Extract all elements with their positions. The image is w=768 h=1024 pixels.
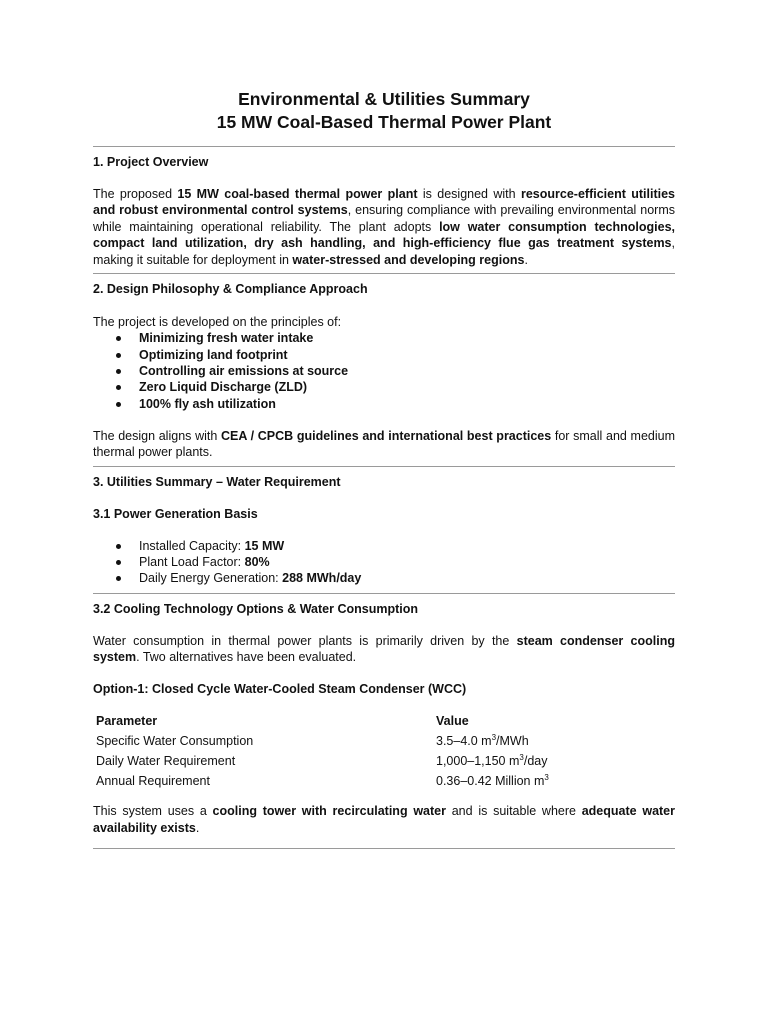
bullet-icon [116, 402, 121, 407]
principles-intro: The project is developed on the principles of: [93, 315, 342, 330]
table-cell-value: 0.36–0.42 Million $m^3$ [436, 773, 549, 789]
title-line-1: Environmental & Utilities Summary [238, 89, 530, 109]
subsection-heading-cooling-technology: 3.2 Cooling Technology Options & Water Consumption [93, 601, 418, 616]
bullet-icon [116, 576, 121, 581]
bullet-icon [116, 560, 121, 565]
design-alignment-paragraph: The design aligns with CEA / CPCB guidelines and international best practices for small and medium thermal power plants. [93, 428, 675, 460]
list-item: Controlling air emissions at source [93, 363, 675, 379]
table-cell-parameter: Annual Requirement [96, 774, 210, 789]
list-item: Daily Energy Generation: 288 MWh/day [93, 570, 675, 586]
document-title [93, 88, 675, 134]
section-heading-project-overview: 1. Project Overview [93, 155, 209, 169]
list-item: Plant Load Factor: 80% [93, 554, 675, 570]
table-row [93, 771, 675, 791]
bullet-icon [116, 544, 121, 549]
column-header-value: Value [436, 714, 469, 729]
list-item: Minimizing fresh water intake [93, 330, 675, 346]
list-item: 100% fly ash utilization [93, 396, 675, 412]
table-cell-value: 1,000–1,150 $m^3$/day [436, 753, 548, 769]
option-1-heading: Option-1: Closed Cycle Water-Cooled Steam Condenser (WCC) [93, 682, 467, 697]
bullet-icon [116, 369, 121, 374]
document-body [93, 88, 675, 849]
table-cell-parameter: Specific Water Consumption [96, 734, 254, 749]
divider [93, 146, 675, 147]
list-item: Optimizing land footprint [93, 347, 675, 363]
table-row [93, 751, 675, 771]
generation-basis-list [93, 538, 675, 587]
table-row [93, 731, 675, 751]
table-header-row [93, 711, 675, 731]
table-cell-value: 3.5–4.0 $m^3$/MWh [436, 733, 529, 749]
cooling-tower-paragraph: This system uses a cooling tower with recirculating water and is suitable where adequate water availability exists. [93, 804, 675, 835]
principles-list [93, 330, 675, 411]
bullet-icon [116, 336, 121, 341]
list-item: Zero Liquid Discharge (ZLD) [93, 379, 675, 395]
table-cell-parameter: Daily Water Requirement [96, 754, 236, 769]
divider [93, 593, 675, 594]
divider [93, 848, 675, 849]
bullet-icon [116, 353, 121, 358]
divider [93, 466, 675, 467]
section-heading-utilities-summary: 3. Utilities Summary – Water Requirement [93, 474, 341, 489]
title-line-2: 15 MW Coal-Based Thermal Power Plant [216, 112, 552, 132]
water-consumption-table [93, 711, 675, 791]
cooling-paragraph: Water consumption in thermal power plants is primarily driven by the steam condenser cooling system. Two alternatives have been evaluated. [93, 633, 675, 665]
subsection-heading-power-generation: 3.1 Power Generation Basis [93, 506, 258, 521]
column-header-parameter: Parameter [96, 714, 158, 729]
section-heading-design-philosophy: 2. Design Philosophy & Compliance Approach [93, 282, 368, 297]
project-overview-paragraph: The proposed 15 MW coal-based thermal power plant is designed with resource-efficient utilities and robust environmental control systems, ensuring compliance with prevailing environmental norms while maintaining operational reliability. The plant adopts low water consumption technologies, compact land utilization, dry ash handling, and high-efficiency flue gas treatment systems, making it suitable for deployment in water-stressed and developing regions. [93, 187, 676, 267]
divider [93, 273, 675, 274]
bullet-icon [116, 385, 121, 390]
list-item: Installed Capacity: 15 MW [93, 538, 675, 554]
